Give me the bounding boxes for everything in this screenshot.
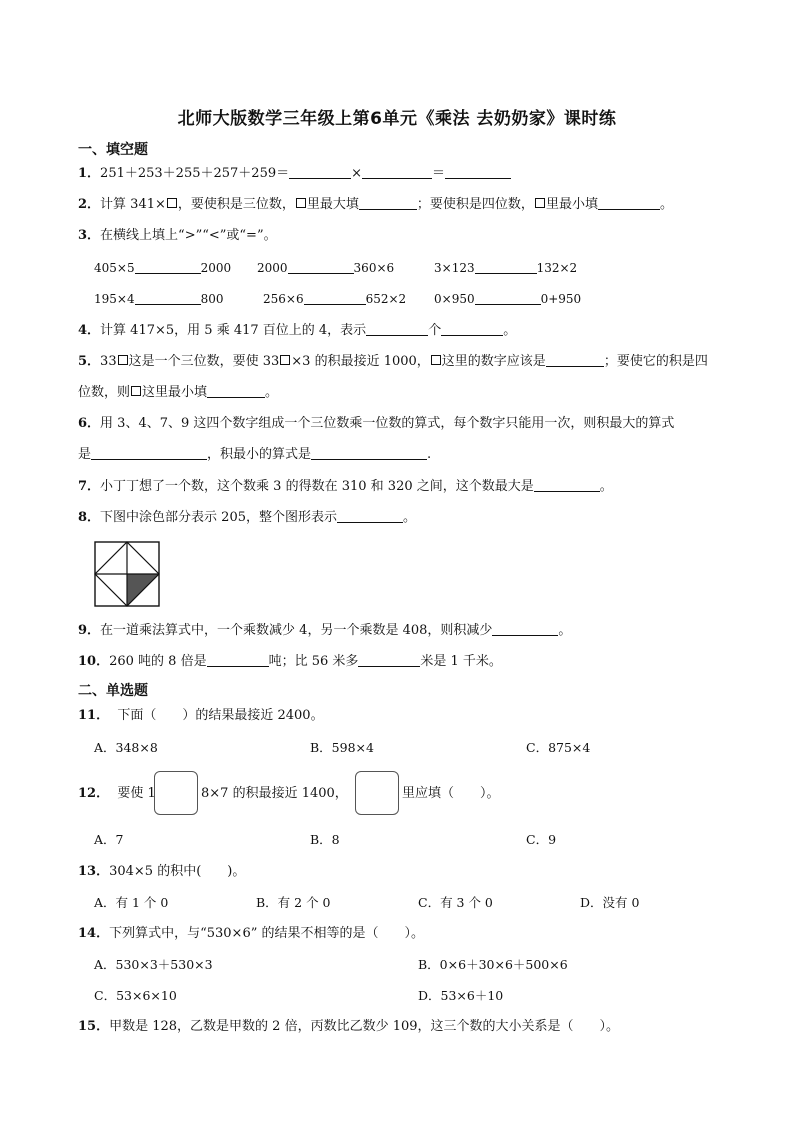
option-b[interactable]: B．0×6＋30×6＋500×6 (418, 957, 568, 972)
question-1: 1．251＋253＋255＋257＋259＝ × ＝ (78, 164, 511, 184)
answer-blank[interactable] (207, 652, 269, 667)
question-8: 8．下图中涂色部分表示 205，整个图形表示 。 (78, 510, 417, 525)
answer-blank[interactable] (362, 164, 432, 179)
box-placeholder-icon (431, 355, 441, 365)
question-number: 11． (78, 708, 110, 723)
answer-blank[interactable] (359, 195, 417, 210)
answer-blank[interactable] (441, 321, 503, 336)
answer-blank[interactable] (311, 445, 427, 460)
answer-blank[interactable] (546, 352, 604, 367)
section-fill-blank: 一、填空题 (78, 142, 148, 158)
answer-blank[interactable] (534, 477, 600, 492)
answer-blank[interactable] (288, 259, 354, 274)
question-number: 2． (78, 197, 101, 212)
question-number: 7． (78, 479, 101, 494)
question-12-middle: 8×7 的积最接近 1400， (201, 786, 348, 801)
question-number: 1． (78, 166, 101, 181)
box-placeholder-icon (535, 198, 545, 208)
question-10: 10．260 吨的 8 倍是 吨；比 56 米多 米是 1 千米。 (78, 654, 502, 669)
answer-blank[interactable] (337, 508, 403, 523)
page-title: 北师大版数学三年级上第6单元《乘法 去奶奶家》课时练 (177, 109, 617, 129)
option-b[interactable]: B．8 (310, 832, 340, 847)
question-number: 4． (78, 323, 101, 338)
answer-blank[interactable] (207, 383, 265, 398)
question-number: 10． (78, 654, 110, 669)
question-6-continued: 是 ，积最小的算式是 . (78, 447, 432, 462)
question-number: 8． (78, 510, 101, 525)
option-b[interactable]: B．有 2 个 0 (256, 895, 331, 910)
question-7: 7．小丁丁想了一个数，这个数乘 3 的得数在 310 和 320 之间，这个数最大是 。 (78, 479, 613, 494)
answer-blank[interactable] (91, 445, 207, 460)
option-c[interactable]: C．有 3 个 0 (418, 895, 493, 910)
question-number: 5． (78, 354, 101, 369)
compare-item: 0×950 0+950 (434, 292, 582, 306)
question-14: 14．下列算式中，与“530×6” 的结果不相等的是（ ）。 (78, 926, 424, 941)
digit-box-icon (355, 771, 399, 815)
question-11: 11． 下面（ ）的结果最接近 2400。 (78, 708, 324, 723)
question-12: 12． 要使 1 (78, 786, 156, 801)
compare-item: 2000 360×6 (257, 261, 395, 275)
question-5: 5．33 这是一个三位数，要使 33 ×3 的积最接近 1000， 这里的数字应该是 ；要使它的积是四 (78, 354, 708, 369)
question-number: 14． (78, 926, 110, 941)
question-9: 9．在一道乘法算式中，一个乘数减少 4，另一个乘数是 408，则积减少 。 (78, 623, 572, 638)
question-12-end: 里应填（ ）。 (402, 786, 500, 801)
option-c[interactable]: C．9 (526, 832, 557, 847)
answer-blank[interactable] (445, 164, 511, 179)
box-placeholder-icon (131, 386, 141, 396)
question-13: 13．304×5 的积中( )。 (78, 864, 246, 879)
option-d[interactable]: D．没有 0 (580, 895, 640, 910)
option-a[interactable]: A．530×3＋530×3 (94, 957, 213, 972)
question-5-continued: 位数，则 这里最小填 。 (78, 385, 279, 400)
compare-item: 256×6 652×2 (263, 292, 407, 306)
option-d[interactable]: D．53×6＋10 (418, 988, 504, 1003)
answer-blank[interactable] (598, 195, 660, 210)
question-number: 12． (78, 786, 110, 801)
box-placeholder-icon (280, 355, 290, 365)
question-4: 4．计算 417×5，用 5 乘 417 百位上的 4，表示 个 。 (78, 323, 517, 338)
compare-item: 3×123 132×2 (434, 261, 578, 275)
box-placeholder-icon (118, 355, 128, 365)
question-number: 15． (78, 1019, 110, 1034)
option-a[interactable]: A．有 1 个 0 (94, 895, 169, 910)
digit-box-icon (154, 771, 198, 815)
answer-blank[interactable] (135, 259, 201, 274)
answer-blank[interactable] (304, 290, 366, 305)
shaded-square-figure (94, 541, 160, 607)
box-placeholder-icon (296, 198, 306, 208)
question-number: 6． (78, 416, 101, 431)
question-number: 3． (78, 228, 101, 243)
question-2: 2．计算 341× ，要使积是三位数， 里最大填 ；要使积是四位数， 里最小填 。 (78, 197, 673, 212)
option-a[interactable]: A．348×8 (94, 740, 158, 755)
answer-blank[interactable] (475, 290, 541, 305)
section-single-choice: 二、单选题 (78, 683, 148, 699)
answer-blank[interactable] (358, 652, 420, 667)
compare-item: 405×5 2000 (94, 261, 232, 275)
answer-blank[interactable] (135, 290, 201, 305)
answer-blank[interactable] (475, 259, 537, 274)
answer-blank[interactable] (289, 164, 351, 179)
question-15: 15．甲数是 128，乙数是甲数的 2 倍，丙数比乙数少 109，这三个数的大小关系是（ ）。 (78, 1019, 620, 1034)
question-number: 9． (78, 623, 101, 638)
option-c[interactable]: C．53×6×10 (94, 988, 177, 1003)
option-b[interactable]: B．598×4 (310, 740, 374, 755)
box-placeholder-icon (167, 198, 177, 208)
option-c[interactable]: C．875×4 (526, 740, 591, 755)
answer-blank[interactable] (492, 621, 558, 636)
question-number: 13． (78, 864, 110, 879)
question-6: 6．用 3、4、7、9 这四个数字组成一个三位数乘一位数的算式，每个数字只能用一次，则积最大的算式 (78, 416, 675, 431)
question-3: 3．在横线上填上“>”“<”或“=”。 (78, 228, 277, 243)
answer-blank[interactable] (366, 321, 428, 336)
option-a[interactable]: A．7 (94, 832, 124, 847)
compare-item: 195×4 800 (94, 292, 224, 306)
